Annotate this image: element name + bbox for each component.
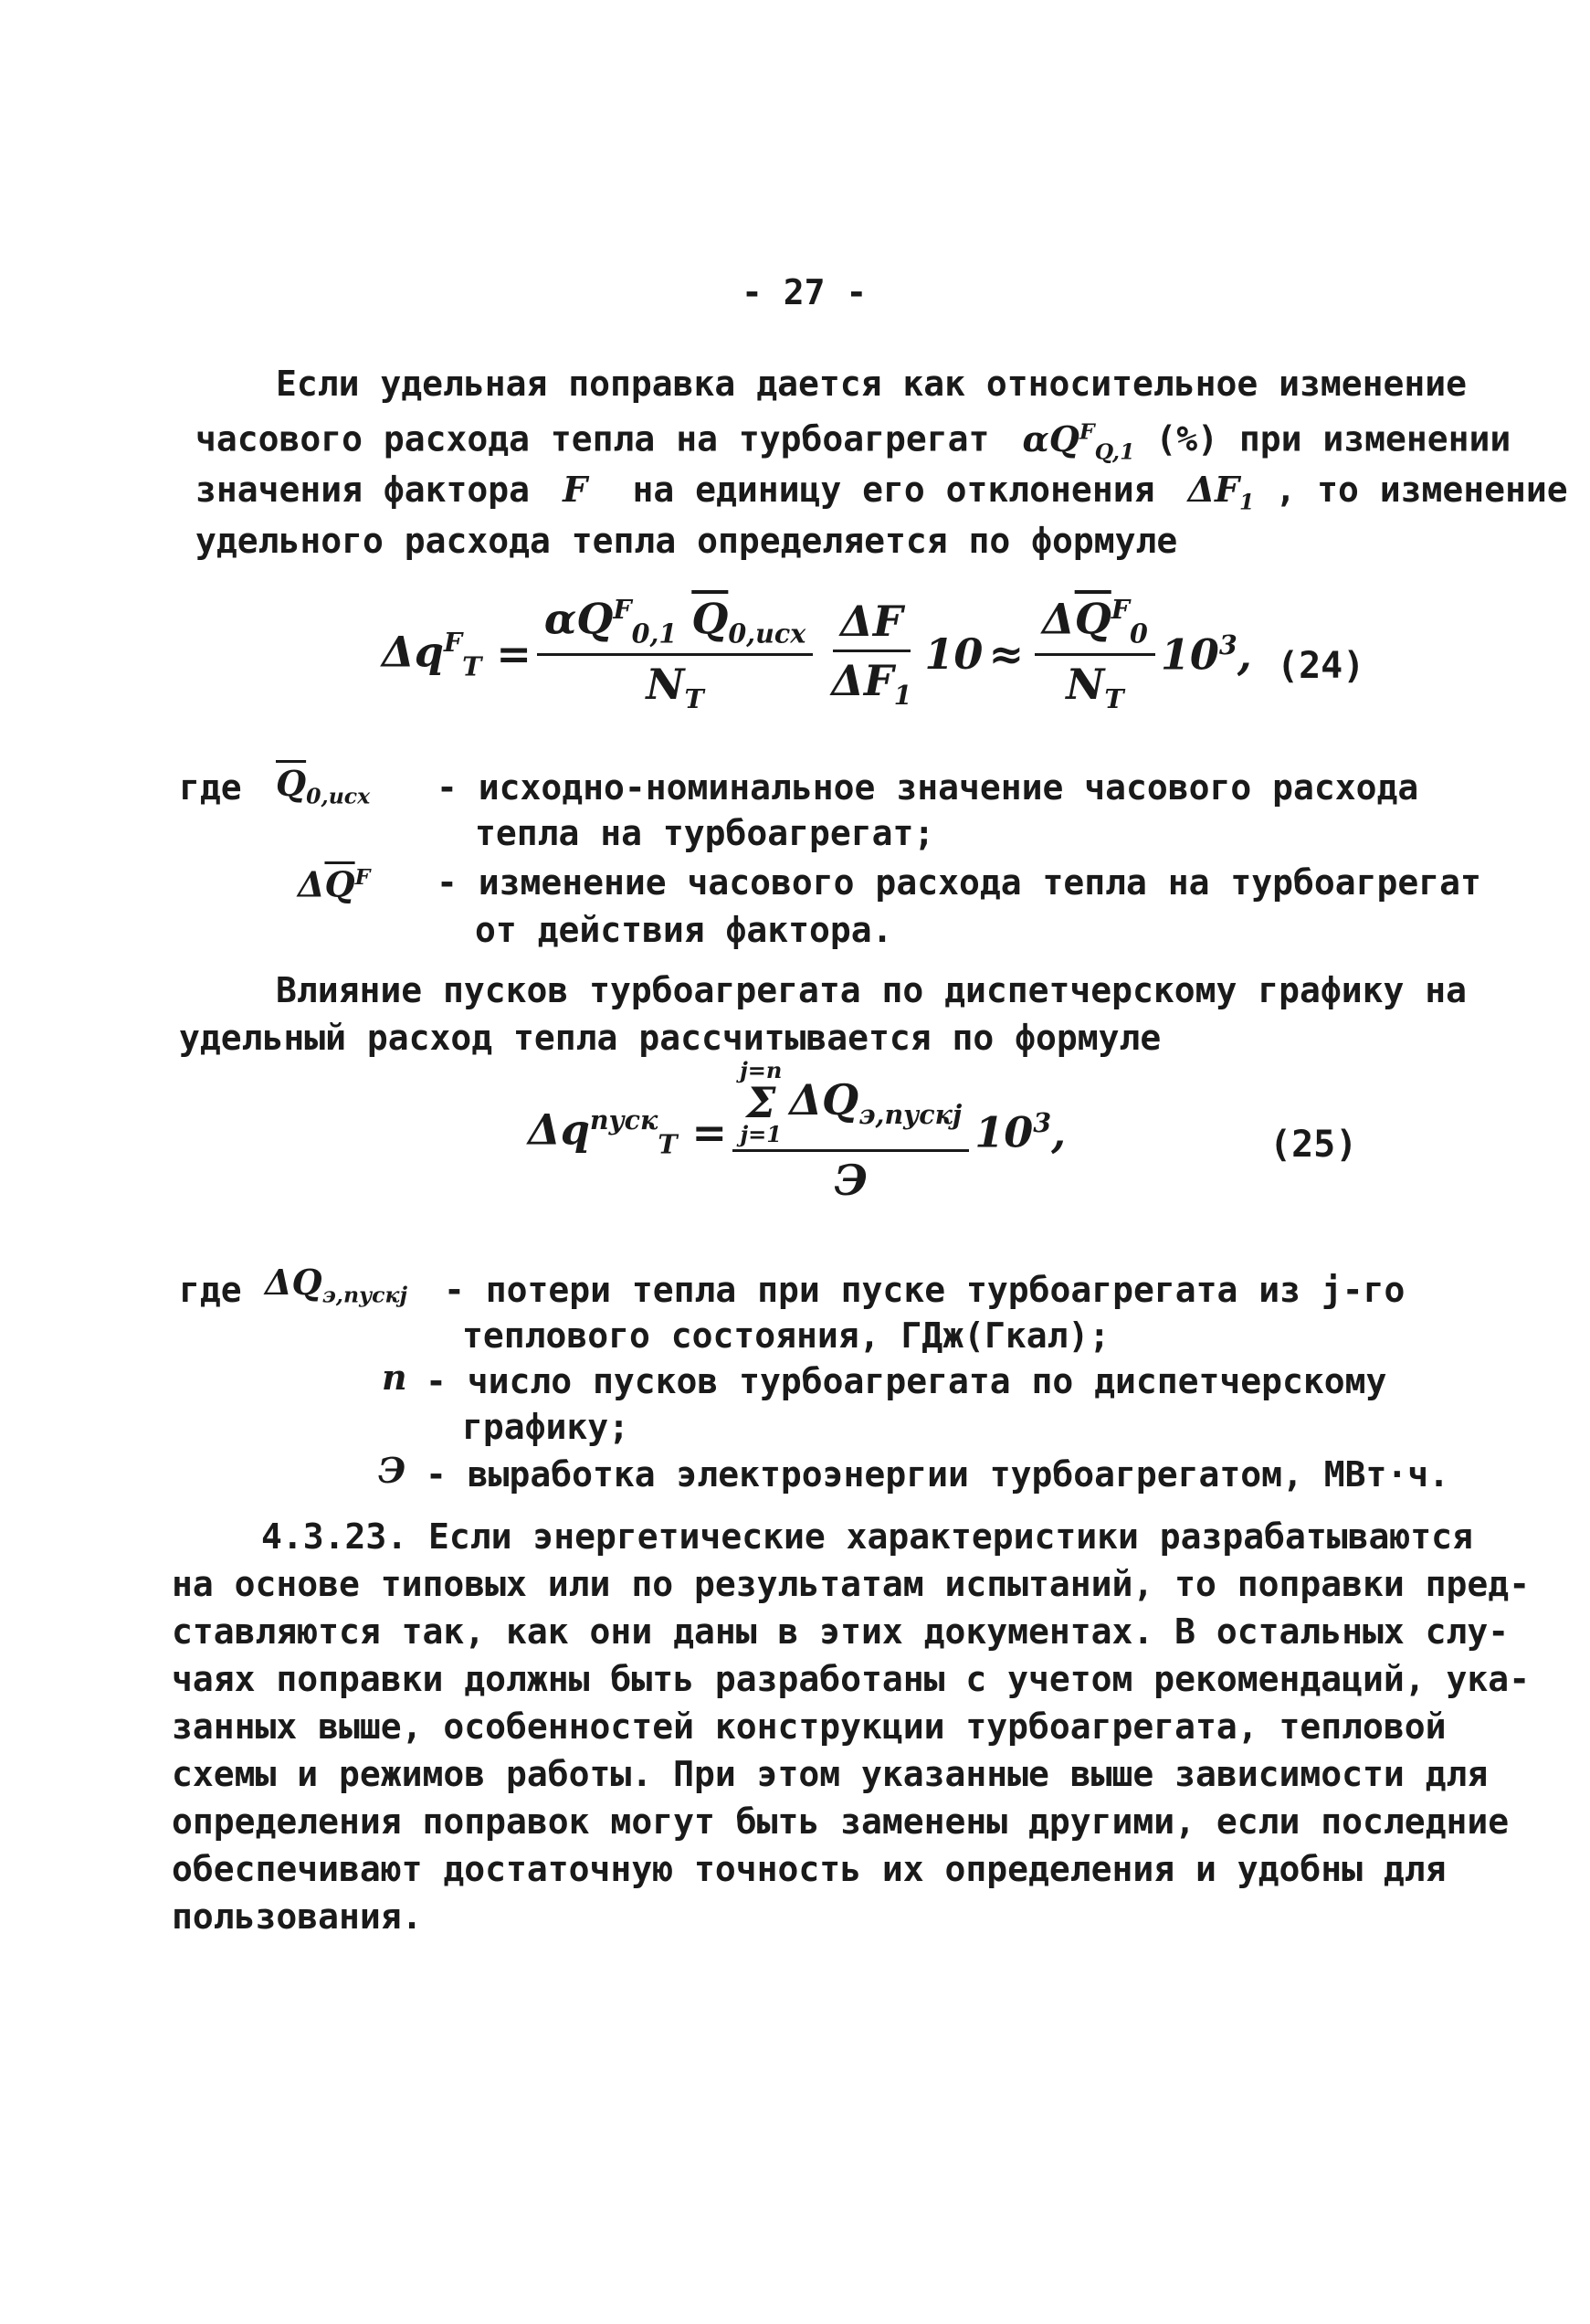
eq25-equals: = <box>677 1107 728 1157</box>
where2-def1-line2: теплового состояния, ГДж(Гкал); <box>462 1315 1111 1356</box>
eq24-fraction-3 <box>1035 594 1155 714</box>
para1-line3-mid: на единицу его отклонения <box>632 470 1155 510</box>
eq25-sum <box>740 1057 783 1147</box>
eq24-approx: ≈ <box>988 629 1024 679</box>
para3-line8: обеспечивают достаточную точность их определения и удобны для <box>172 1849 1447 1889</box>
eq25-fraction <box>732 1057 969 1205</box>
eq25-sum-top: j=n <box>740 1057 783 1083</box>
para1-line2-text: часового расхода тепла на турбоагрегат <box>195 418 990 460</box>
eq24-frac2-num: ΔF <box>833 597 910 652</box>
para1-line2-tail: (%) при изменении <box>1155 418 1511 460</box>
eq24-fraction-1 <box>537 594 813 714</box>
eq24-equals: = <box>481 629 532 679</box>
eq24-ten: 10 <box>924 629 984 679</box>
eq24-fraction-2 <box>824 597 919 711</box>
where1-def2-line2: от действия фактора. <box>475 910 893 950</box>
eq25-sum-sign: Σ <box>745 1078 776 1127</box>
para2-line2: удельный расход тепла рассчитывается по формуле <box>179 1018 1162 1058</box>
para3-line5: занных выше, особенностей конструкции турбоагрегата, тепловой <box>172 1706 1447 1747</box>
eq25-sum-bottom: j=1 <box>740 1121 782 1147</box>
where2-def1-line1: - потери тепла при пуске турбоагрегата из j-го <box>444 1270 1406 1310</box>
para3-line2: на основе типовых или по результатам испытаний, то поправки пред- <box>172 1564 1531 1604</box>
para3-line4: чаях поправки должны быть разработаны с учетом рекомендаций, ука- <box>172 1659 1531 1699</box>
eq24-frac1-num: $\alpha Q^F_{0,1}$ $\overline{Q}_{0,исх}$ <box>537 594 813 656</box>
where1-def1-line2: тепла на турбоагрегат; <box>475 813 935 853</box>
eq25-ten-power: $10^3$, <box>974 1107 1067 1157</box>
where1-label: где <box>179 767 242 808</box>
equation-25 <box>528 1057 1067 1205</box>
para2-line1: Влияние пусков турбоагрегата по диспетчерскому графику на <box>276 970 1468 1010</box>
para1-line4: удельного расхода тепла определяется по формуле <box>195 521 1178 561</box>
where2-symbol-1: $\Delta Q_{э,пускj}$ <box>265 1262 407 1308</box>
para3-line1: 4.3.23. Если энергетические характеристики разрабатываются <box>261 1516 1473 1557</box>
eq25-lhs: $\Delta q^{пуск}_T$ <box>528 1104 678 1160</box>
eq24-number: (24) <box>1277 645 1365 687</box>
eq25-den: Э <box>834 1156 868 1205</box>
eq25-number: (25) <box>1269 1124 1358 1166</box>
where1-def2-line1: - изменение часового расхода тепла на турбоагрегат <box>437 862 1481 903</box>
eq24-ten-power: $10^3$, <box>1160 629 1252 680</box>
where2-def3-line1: - выработка электроэнергии турбоагрегатом, МВт·ч. <box>426 1454 1450 1495</box>
where2-def2-line1: - число пусков турбоагрегата по диспетчерскому <box>426 1361 1387 1401</box>
eq25-num-term: $\Delta Q_{э,пускj}$ <box>789 1074 963 1131</box>
para3-line3: ставляются так, как они даны в этих документах. В остальных слу- <box>172 1611 1510 1652</box>
para1-line1: Если удельная поправка дается как относительное изменение <box>276 364 1468 404</box>
eq24-frac1-den: $N_T$ <box>646 659 704 714</box>
alpha-q-symbol: $\alpha Q^F_{Q,1}$ <box>1010 417 1135 465</box>
delta-f1-symbol: $\Delta F_1$ <box>1175 469 1255 515</box>
factor-f-symbol: F <box>550 469 612 510</box>
para3-line9: пользования. <box>172 1896 423 1937</box>
para1-line3-text: значения фактора <box>195 470 531 510</box>
where2-symbol-3: Э <box>378 1450 406 1491</box>
para3-line7: определения поправок могут быть заменены другими, если последние <box>172 1801 1510 1842</box>
equation-24 <box>382 594 1252 714</box>
where1-symbol-1: $\overline{Q}_{0,исх}$ <box>276 763 371 809</box>
eq24-frac2-den: $\Delta F_1$ <box>831 656 912 712</box>
eq24-frac3-den: $N_T$ <box>1066 659 1124 714</box>
para1-line2 <box>195 411 1511 471</box>
where1-symbol-2: $\Delta\overline{Q}^F$ <box>298 863 371 905</box>
para1-line3 <box>195 470 1568 523</box>
where2-symbol-2: n <box>382 1357 407 1398</box>
eq24-frac3-num: $\Delta\overline{Q}^F_0$ <box>1035 594 1155 656</box>
where1-def1-line1: - исходно-номинальное значение часового расхода <box>437 767 1419 808</box>
eq24-lhs: $\Delta q^F_T$ <box>382 626 482 682</box>
where2-label: где <box>179 1270 242 1310</box>
page-number: - 27 - <box>742 272 868 312</box>
para1-line3-tail: , то изменение <box>1275 470 1568 510</box>
para3-line6: схемы и режимов работы. При этом указанные выше зависимости для <box>172 1754 1489 1794</box>
where2-def2-line2: графику; <box>462 1407 630 1447</box>
eq25-num <box>732 1057 969 1152</box>
